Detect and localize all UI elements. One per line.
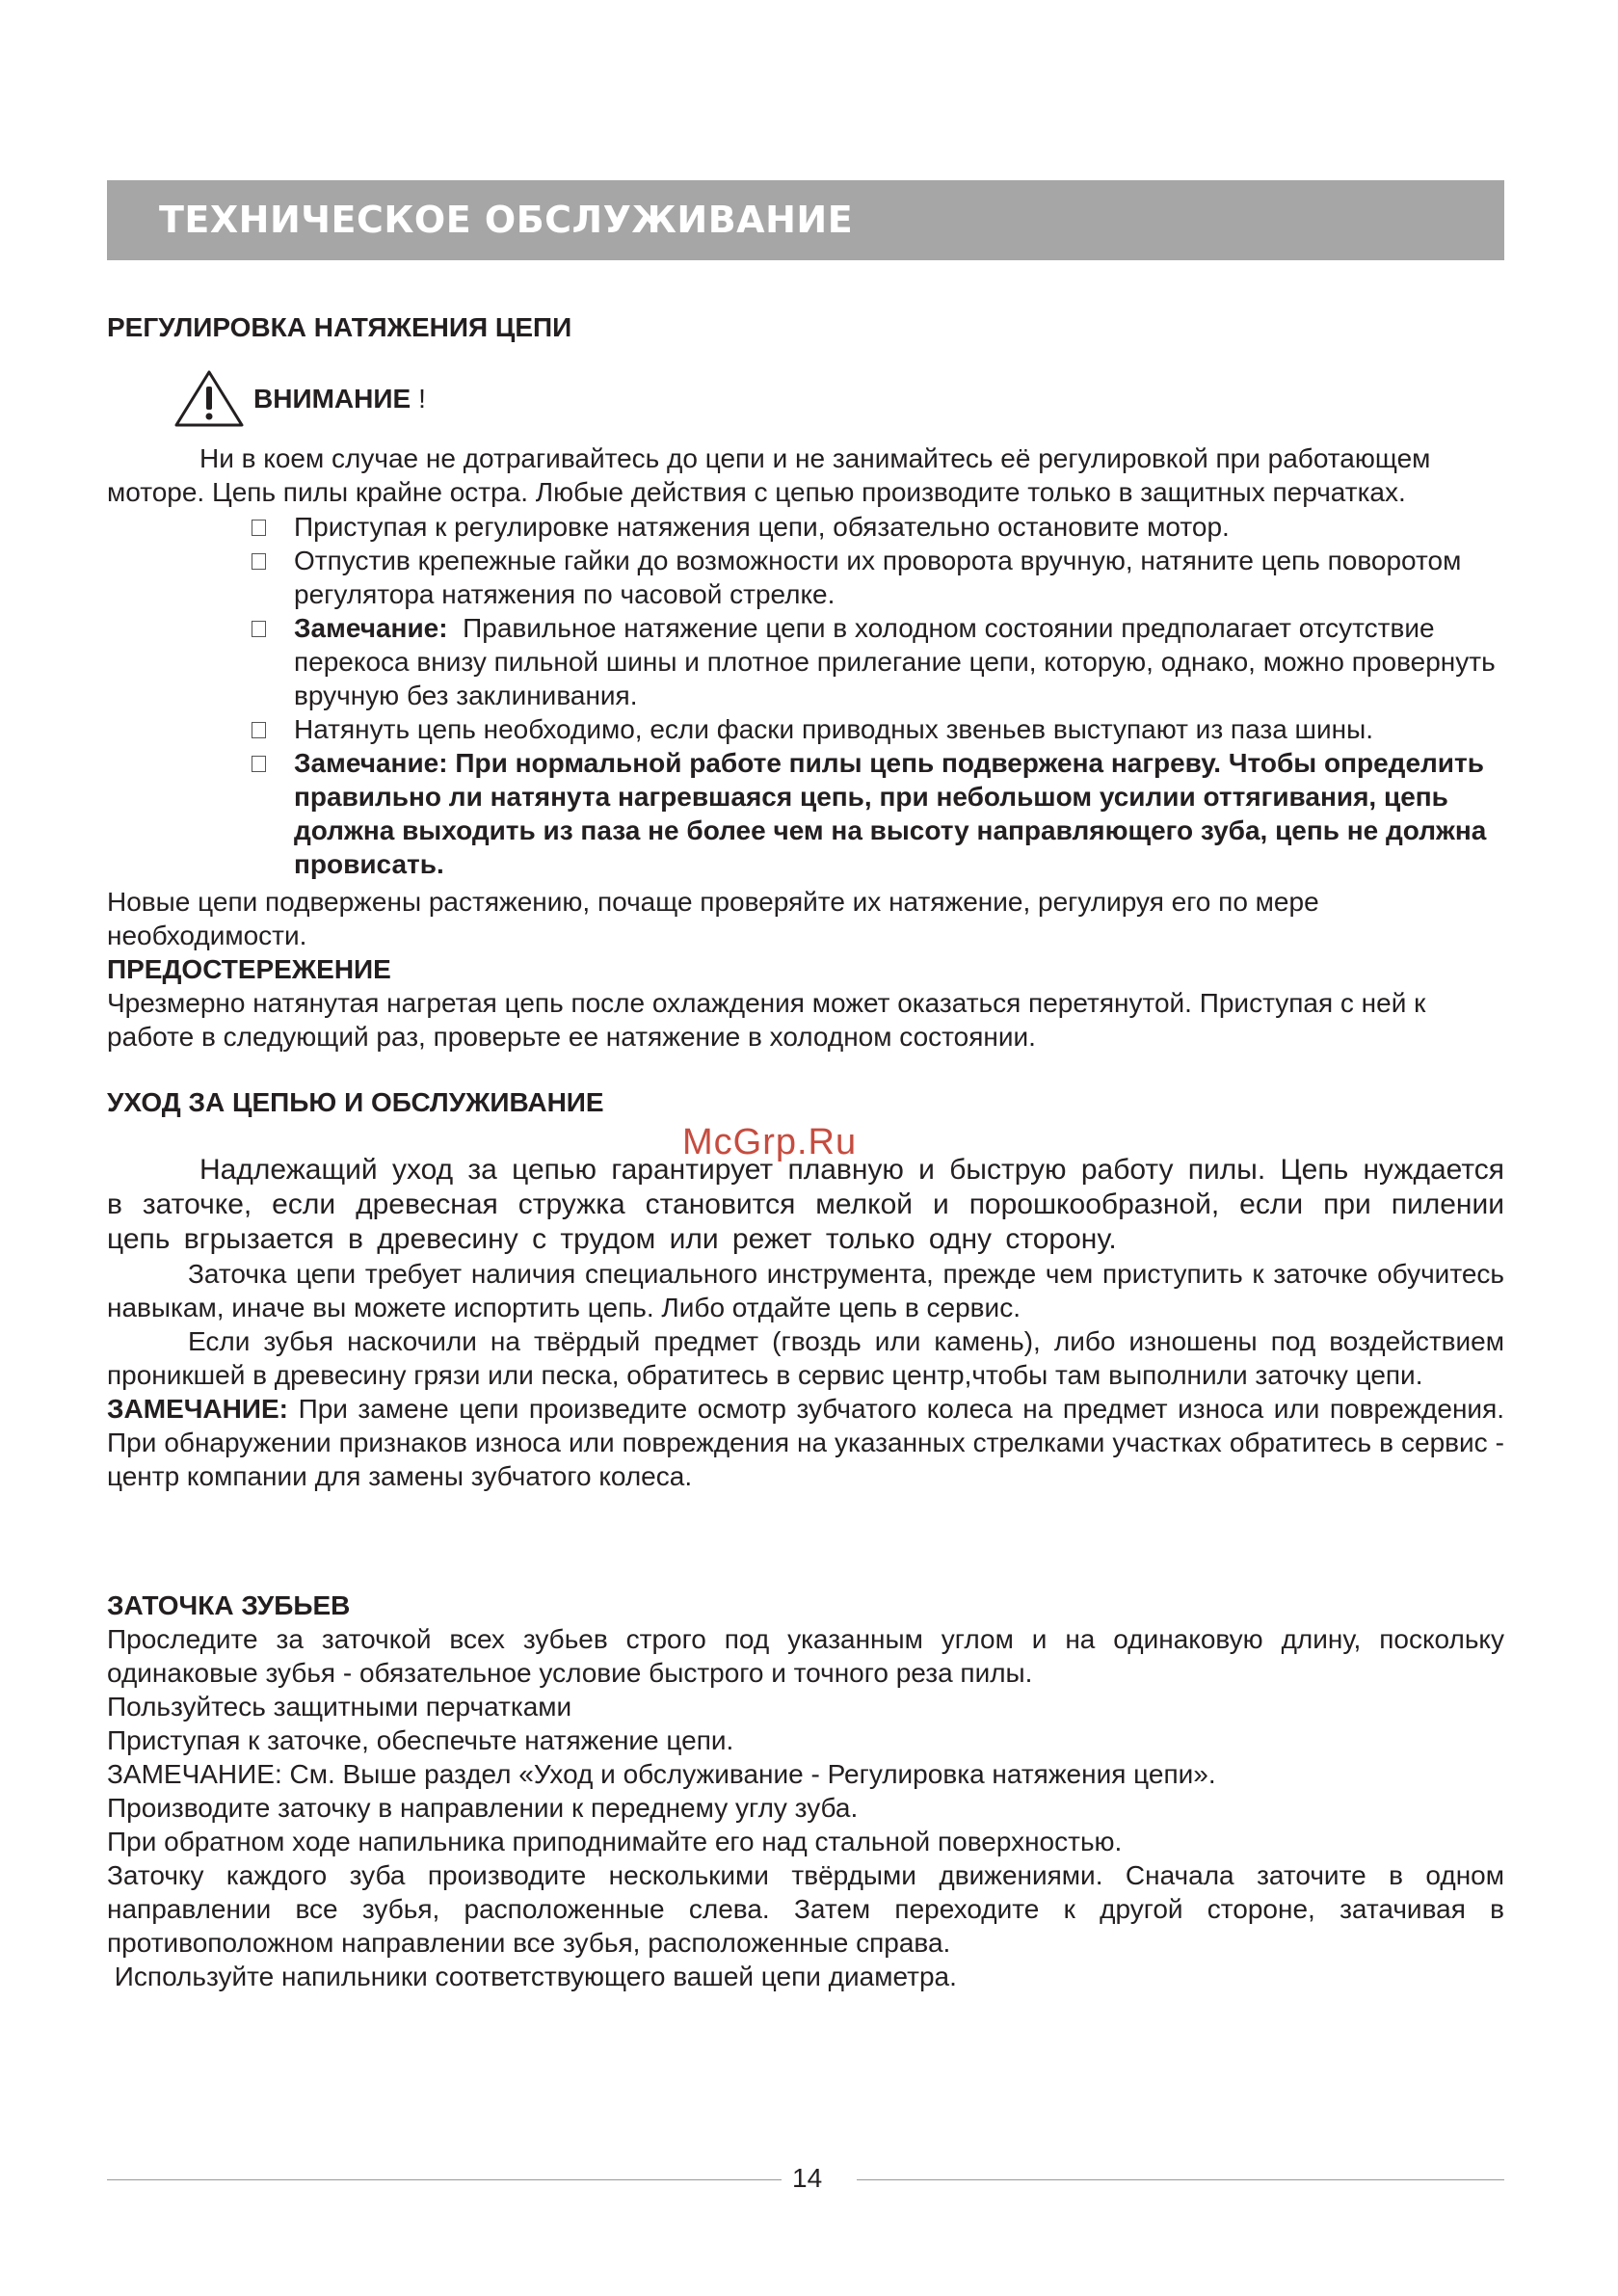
list-item: Натянуть цепь необходимо, если фаски приводных звеньев выступают из паза шины. <box>250 712 1502 746</box>
list-item: Замечание: Правильное натяжение цепи в холодном состоянии предполагает отсутствие перекоса внизу пильной шины и плотное прилегание цепи, которую, однако, можно провернуть вручную без заклинивания. <box>250 611 1502 712</box>
sharpening-p1: Проследите за заточкой всех зубьев строго под указанным углом и на одинаковую длину, поскольку одинаковые зубья - обязательное условие быстрого и точного реза пилы. <box>107 1624 1504 1688</box>
page-title: ТЕХНИЧЕСКОЕ ОБСЛУЖИВАНИЕ <box>159 199 854 241</box>
bullet-box-icon <box>252 553 266 570</box>
footer-divider-right <box>857 2179 1504 2180</box>
sharpening-text <box>107 1622 1504 1993</box>
warning-row <box>172 368 426 428</box>
chain-care-text <box>107 1153 1504 1493</box>
bullet-box-icon <box>252 520 266 536</box>
chain-care-p2: Заточка цепи требует наличия специального инструмента, прежде чем приступить к заточке обучитесь навыкам, иначе вы можете испортить цепь. Либо отдайте цепь в сервис. <box>107 1259 1504 1322</box>
section-banner <box>107 180 1504 260</box>
sharpening-line-5: При обратном ходе напильника приподнимайте его над стальной поверхностью. <box>107 1827 1123 1856</box>
sharpening-line-3: ЗАМЕЧАНИЕ: См. Выше раздел «Уход и обслуживание - Регулировка натяжения цепи». <box>107 1759 1216 1789</box>
intro-line-2: моторе. Цепь пилы крайне остра. Любые действия с цепью производите только в защитных перчатках. <box>107 477 1406 507</box>
bullet-box-icon <box>252 722 266 738</box>
warning-text <box>107 441 1504 509</box>
sharpening-p2: Заточку каждого зуба производите несколькими твёрдыми движениями. Сначала заточите в одном направлении все зубья, расположенные слева. Затем переходите к другой стороне, затачивая в противоположном направлении все зубья, расположенные справа. <box>107 1860 1504 1958</box>
watermark: McGrp.Ru <box>682 1122 858 1162</box>
warning-triangle-icon <box>172 367 246 429</box>
list-item: Замечание: При нормальной работе пилы цепь подвержена нагреву. Чтобы определить правильно ли натянута нагревшаяся цепь, при небольшом усилии оттягивания, цепь должна выходить из паза не более чем на высоту направляющего зуба, цепь не должна провисать. <box>250 746 1502 881</box>
new-chains-note: Новые цепи подвержены растяжению, почаще проверяйте их натяжение, регулируя его по мере необходимости. ПРЕДОСТЕРЕЖЕНИЕ Чрезмерно натянутая нагретая цепь после охлаждения может оказаться перетянутой. Приступая с ней к работе в следующий раз, проверьте ее натяжение в холодном состоянии. <box>107 885 1504 1054</box>
bullet-box-icon <box>252 621 266 637</box>
sharpening-line-6: Используйте напильники соответствующего вашей цепи диаметра. <box>107 1962 957 1991</box>
intro-line-1: Ни в коем случае не дотрагивайтесь до цепи и не занимайтесь её регулировкой при работающем <box>199 443 1431 473</box>
chain-care-p3: Если зубья наскочили на твёрдый предмет (гвоздь или камень), либо изношены под воздействием проникшей в древесину грязи или песка, обратитесь в сервис центр,чтобы там выполнили заточку цепи. <box>107 1326 1504 1390</box>
caution-heading: ПРЕДОСТЕРЕЖЕНИЕ <box>107 954 391 984</box>
list-item: Приступая к регулировке натяжения цепи, обязательно остановите мотор. <box>250 510 1502 544</box>
sharpening-line-4: Производите заточку в направлении к переднему углу зуба. <box>107 1793 859 1823</box>
bullet-box-icon <box>252 756 266 772</box>
section-heading-chain-tension: РЕГУЛИРОВКА НАТЯЖЕНИЯ ЦЕПИ <box>107 312 572 342</box>
warning-label: ВНИМАНИЕ <box>253 383 411 414</box>
tension-steps-list <box>250 510 1502 881</box>
chain-care-p1: Надлежащий уход за цепью гарантирует плавную и быструю работу пилы. Цепь нуждается в заточке, если древесная стружка становится мелкой и порошкообразной, если при пилении цепь вгрызается в древесину с трудом или режет только одну сторону. <box>107 1154 1504 1255</box>
footer-divider-left <box>107 2179 782 2180</box>
sharpening-line-1: Пользуйтесь защитными перчатками <box>107 1692 572 1722</box>
sharpening-line-2: Приступая к заточке, обеспечьте натяжение цепи. <box>107 1725 734 1755</box>
caution-text: Чрезмерно натянутая нагретая цепь после охлаждения может оказаться перетянутой. Приступая с ней к работе в следующий раз, проверьте ее натяжение в холодном состоянии. <box>107 988 1426 1052</box>
list-item: Отпустив крепежные гайки до возможности их проворота вручную, натяните цепь поворотом регулятора натяжения по часовой стрелке. <box>250 544 1502 611</box>
page-number: 14 <box>792 2163 823 2193</box>
warning-mark: ! <box>418 383 426 414</box>
chain-care-note: ЗАМЕЧАНИЕ: При замене цепи произведите осмотр зубчатого колеса на предмет износа или повреждения. При обнаружении признаков износа или повреждения на указанных стрелками участках обратитесь в сервис - центр компании для замены зубчатого колеса. <box>107 1394 1505 1491</box>
section-heading-sharpening: ЗАТОЧКА ЗУБЬЕВ <box>107 1590 351 1620</box>
section-heading-chain-care: УХОД ЗА ЦЕПЬЮ И ОБСЛУЖИВАНИЕ <box>107 1087 604 1117</box>
